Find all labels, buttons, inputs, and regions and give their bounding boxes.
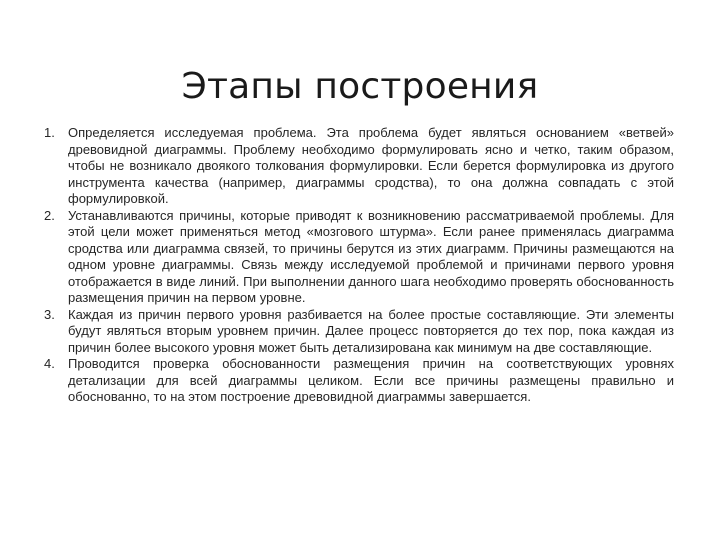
steps-list bbox=[44, 125, 674, 406]
step-item-3 bbox=[44, 307, 674, 357]
step-number: 4. bbox=[44, 356, 55, 371]
step-text: Устанавливаются причины, которые приводят к возникновению рассматриваемой проблемы. Для этой цели может применяться метод «мозгового штурма». Если ранее применялась диаграмма сродства или диаграмма связей, то причины берутся из этих диаграмм. Причины размещаются на одном уровне диаграммы. Связь между исследуемой проблемой и причинами первого уровня отображается в виде линий. При выполнении данного шага необходимо проверять обоснованность размещения причин на первом уровне. bbox=[68, 207, 674, 305]
step-item-1 bbox=[44, 125, 674, 208]
step-item-4 bbox=[44, 356, 674, 406]
step-number: 1. bbox=[44, 125, 55, 140]
step-text: Определяется исследуемая проблема. Эта проблема будет являться основанием «ветвей» древовидной диаграммы. Проблему необходимо формулировать ясно и четко, таким образом, чтобы не возникало двоякого толкования формулировки. Если берется формулировка из другого инструмента качества (например, диаграммы сродства), то она должна совпадать с этой формулировкой. bbox=[68, 125, 674, 206]
step-number: 2. bbox=[44, 207, 55, 223]
step-number: 3. bbox=[44, 306, 55, 322]
step-text: Проводится проверка обоснованности размещения причин на соответствующих уровнях детализации для всей диаграммы целиком. Если все причины размещены правильно и обоснованно, то на этом построение древовидной диаграммы завершается. bbox=[68, 356, 674, 404]
step-item-2 bbox=[44, 208, 674, 307]
step-text: Каждая из причин первого уровня разбивается на более простые составляющие. Эти элементы будут являться вторым уровнем причин. Далее процесс повторяется до тех пор, пока каждая из причин более высокого уровня может быть детализирована как минимум на две составляющие. bbox=[68, 306, 674, 355]
slide-title: Этапы построения bbox=[181, 66, 539, 108]
